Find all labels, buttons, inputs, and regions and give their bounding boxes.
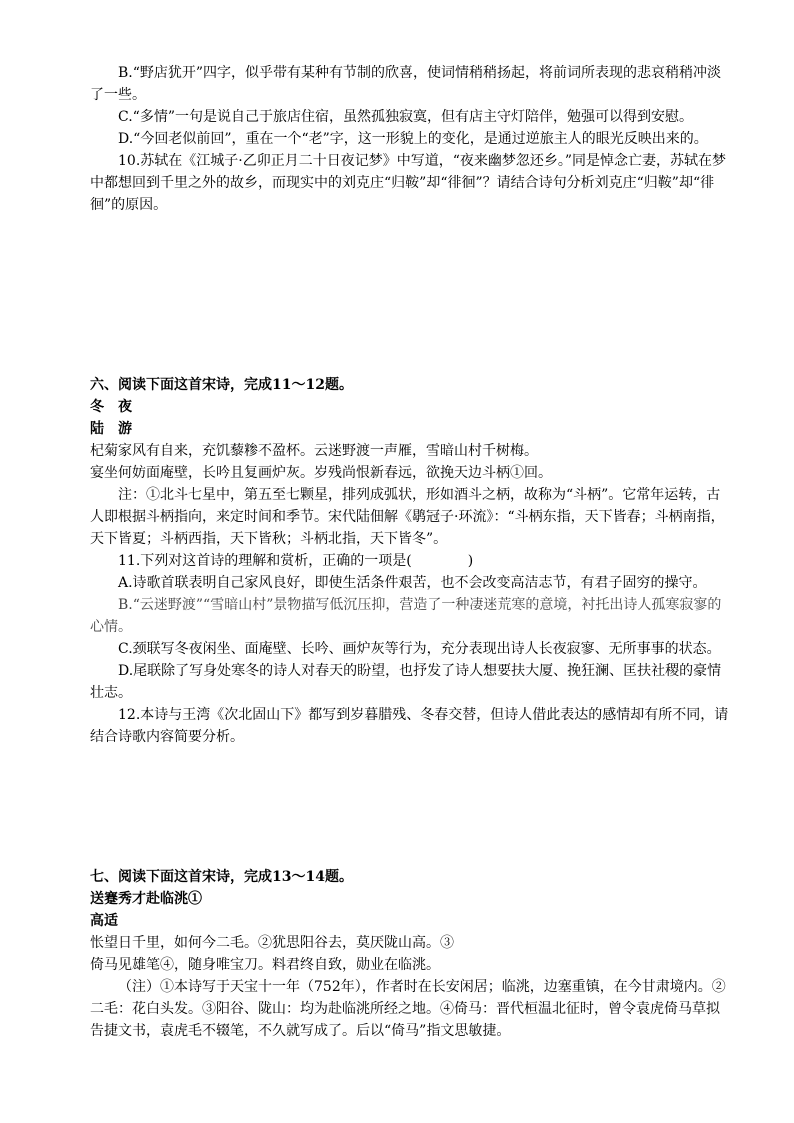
q11-option-d: D.尾联除了写身处寒冬的诗人对春天的盼望，也抒发了诗人想要扶大厦、挽狂澜、匡扶社稷的豪情壮志。 [90,663,722,701]
poem-author: 高适 [90,913,118,929]
q11-option-b: B.“云迷野渡”“雪暗山村”景物描写低沉压抑，营造了一种凄迷荒寒的意境，衬托出诗人孤寒寂寥的心情。 [90,597,722,635]
section-7 [90,866,732,1042]
poem-author: 陆 游 [90,421,132,437]
q9-option-c: C.“多情”一句是说自己于旅店住宿，虽然孤独寂寞，但有店主守灯陪伴，勉强可以得到安慰。 [118,109,693,125]
section-6 [90,374,732,748]
poem-note: 注：①北斗七星中，第五至七颗星，排列成弧状，形如酒斗之柄，故称为“斗柄”。它常年运转，古人即根据斗柄指向，来定时间和季节。宋代陆佃解《鹖冠子·环流》：“斗柄东指，天下皆春；斗柄南指，天下皆夏；斗柄西指，天下皆秋；斗柄北指，天下皆冬”。 [90,487,725,547]
q11-option-c: C.颈联写冬夜闲坐、面庵壁、长吟、画炉灰等行为，充分表现出诗人长夜寂寥、无所事事的状态。 [118,641,721,657]
poem-line: 怅望日千里，如何今二毛。②犹思阳谷去，莫厌陇山高。③ [90,935,454,951]
question-10: 10.苏轼在《江城子·乙卯正月二十日夜记梦》中写道，“夜来幽梦忽还乡。”同是悼念亡妻，苏轼在梦中都想回到千里之外的故乡，而现实中的刘克庄“归鞍”却“徘徊”？请结合诗句分析刘克庄“归鞍”却“徘徊”的原因。 [90,153,727,213]
question-11-stem: 11.下列对这首诗的理解和赏析，正确的一项是( ) [118,553,474,569]
poem-line: 宴坐何妨面庵壁，长吟且复画炉灰。岁残尚恨新春远，欲挽天边斗柄①回。 [90,465,552,481]
section-7-heading: 七、阅读下面这首宋诗，完成13～14题。 [90,869,353,885]
q9-option-b: B.“野店犹开”四字，似乎带有某种有节制的欣喜，使词情稍稍扬起，将前词所表现的悲哀稍稍冲淡了一些。 [90,65,722,103]
question-12: 12.本诗与王湾《次北固山下》都写到岁暮腊残、冬春交替，但诗人借此表达的感情却有所不同，请结合诗歌内容简要分析。 [90,707,729,745]
q11-option-a: A.诗歌首联表明自己家风良好，即使生活条件艰苦，也不会改变高洁志节，有君子固穷的操守。 [118,575,707,591]
poem-line: 杞菊家风有自来，充饥藜糁不盈杯。云迷野渡一声雁，雪暗山村千树梅。 [90,443,538,459]
poem-title: 冬 夜 [90,399,132,415]
poem-title: 送蹇秀才赴临洮① [90,891,202,907]
poem-line: 倚马见雄笔④，随身唯宝刀。料君终自致，勋业在临洮。 [90,957,440,973]
q9-q10-block [90,62,732,216]
poem-note: （注）①本诗写于天宝十一年（752年），作者时在长安闲居；临洮，边塞重镇，在今甘肃境内。②二毛：花白头发。③阳谷、陇山：均为赴临洮所经之地。④倚马：晋代桓温北征时，曾令袁虎倚马草拟告捷文书，袁虎毛不辍笔，不久就写成了。后以“倚马”指文思敏捷。 [90,979,726,1039]
q9-option-d: D.“今回老似前回”，重在一个“老”字，这一形貌上的变化，是通过逆旅主人的眼光反映出来的。 [118,131,708,147]
section-6-heading: 六、阅读下面这首宋诗，完成11～12题。 [90,377,353,393]
